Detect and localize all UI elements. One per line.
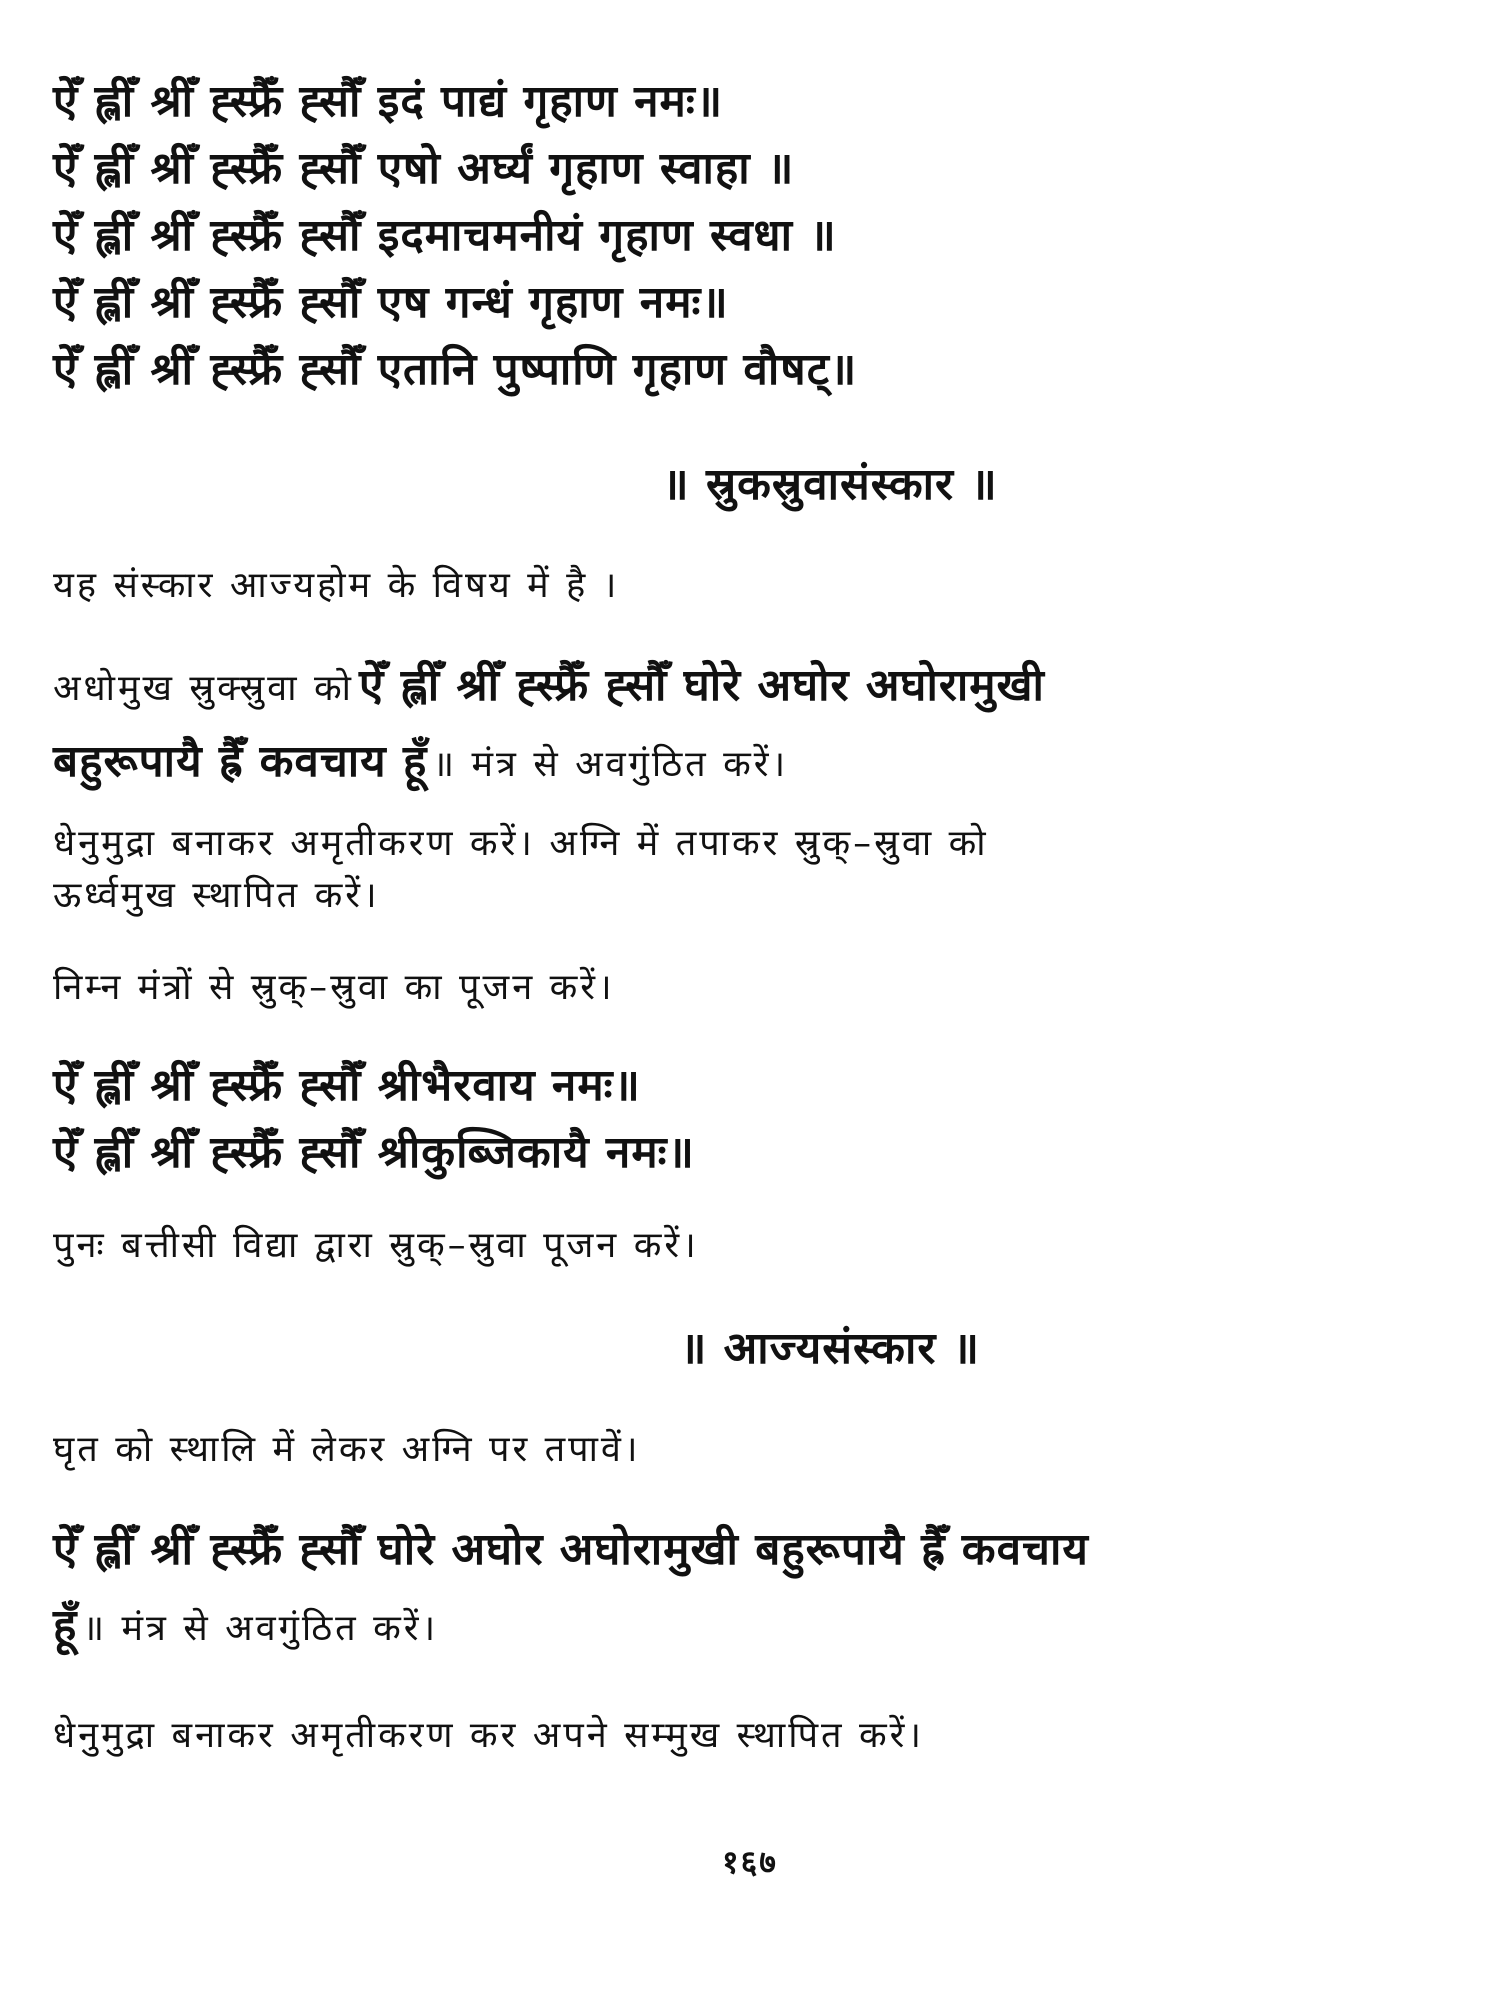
paragraph-row-2 xyxy=(53,1588,1453,1664)
page-number: १६७ xyxy=(722,1843,778,1881)
paragraph-row-2 xyxy=(53,724,1453,800)
battisi-vidya-paragraph: पुनः बत्तीसी विद्या द्वारा स्रुक्–स्रुवा पूजन करें। xyxy=(53,1225,699,1266)
paragraph-suffix: ॥ मंत्र से अवगुंठित करें। xyxy=(432,744,789,785)
mantra-line: ऐँ ह्लीँ श्रीँ ह्स्फ्रैँ ह्सौँ श्रीभैरवाय नमः॥ xyxy=(53,1060,641,1111)
mantra-line: ऐँ ह्लीँ श्रीँ ह्स्फ्रैँ ह्सौँ एष गन्धं गृहाण नमः॥ xyxy=(53,277,729,328)
paragraph-prefix: अधोमुख स्रुक्स्रुवा को xyxy=(53,668,354,709)
mantra-line: ऐँ ह्लीँ श्रीँ ह्स्फ्रैँ ह्सौँ इदं पाद्यं गृहाण नमः॥ xyxy=(53,76,724,127)
puja-instruction: निम्न मंत्रों से स्रुक्–स्रुवा का पूजन करें। xyxy=(53,967,615,1008)
avagunthan-paragraph xyxy=(53,648,1453,800)
mantra-line: ऐँ ह्लीँ श्रीँ ह्स्फ्रैँ ह्सौँ इदमाचमनीयं गृहाण स्वधा ॥ xyxy=(53,210,837,261)
section-heading-sruk-sruva: ॥ स्रुकस्रुवासंस्कार ॥ xyxy=(662,459,998,510)
intro-paragraph: यह संस्कार आज्यहोम के विषय में है । xyxy=(53,565,620,606)
paragraph-suffix: ॥ मंत्र से अवगुंठित करें। xyxy=(82,1608,439,1649)
inline-mantra: बहुरूपायै ह्रैँ कवचाय हूँ xyxy=(53,736,428,787)
ajya-mantra-paragraph xyxy=(53,1512,1453,1664)
paragraph-row-1 xyxy=(53,1512,1453,1588)
mantra-line: ऐँ ह्लीँ श्रीँ ह्स्फ्रैँ ह्सौँ एषो अर्घ्यं गृहाण स्वाहा ॥ xyxy=(53,143,795,194)
sammukh-paragraph: धेनुमुद्रा बनाकर अमृतीकरण कर अपने सम्मुख स्थापित करें। xyxy=(53,1715,924,1756)
top-mantra-block xyxy=(53,68,857,403)
mantra-line: ऐँ ह्लीँ श्रीँ ह्स्फ्रैँ ह्सौँ श्रीकुब्जिकायै नमः॥ xyxy=(53,1127,695,1178)
puja-mantra-block xyxy=(53,1052,695,1186)
dhenumudra-paragraph-line-1: धेनुमुद्रा बनाकर अमृतीकरण करें। अग्नि में तपाकर स्रुक्–स्रुवा को xyxy=(53,823,989,864)
ghrita-paragraph: घृत को स्थालि में लेकर अग्नि पर तपावें। xyxy=(53,1429,641,1470)
inline-mantra: ऐँ ह्लीँ श्रीँ ह्स्फ्रैँ ह्सौँ घोरे अघोर अघोरामुखी बहुरूपायै ह्रैँ कवचाय xyxy=(53,1524,1089,1575)
inline-mantra: हूँ xyxy=(53,1600,78,1651)
dhenumudra-paragraph-line-2: ऊर्ध्वमुख स्थापित करें। xyxy=(53,875,380,916)
section-heading-ajya: ॥ आज्यसंस्कार ॥ xyxy=(679,1323,981,1374)
mantra-line: ऐँ ह्लीँ श्रीँ ह्स्फ्रैँ ह्सौँ एतानि पुष्पाणि गृहाण वौषट्॥ xyxy=(53,344,858,395)
inline-mantra: ऐँ ह्लीँ श्रीँ ह्स्फ्रैँ ह्सौँ घोरे अघोर अघोरामुखी xyxy=(359,660,1045,711)
paragraph-row-1 xyxy=(53,648,1453,724)
